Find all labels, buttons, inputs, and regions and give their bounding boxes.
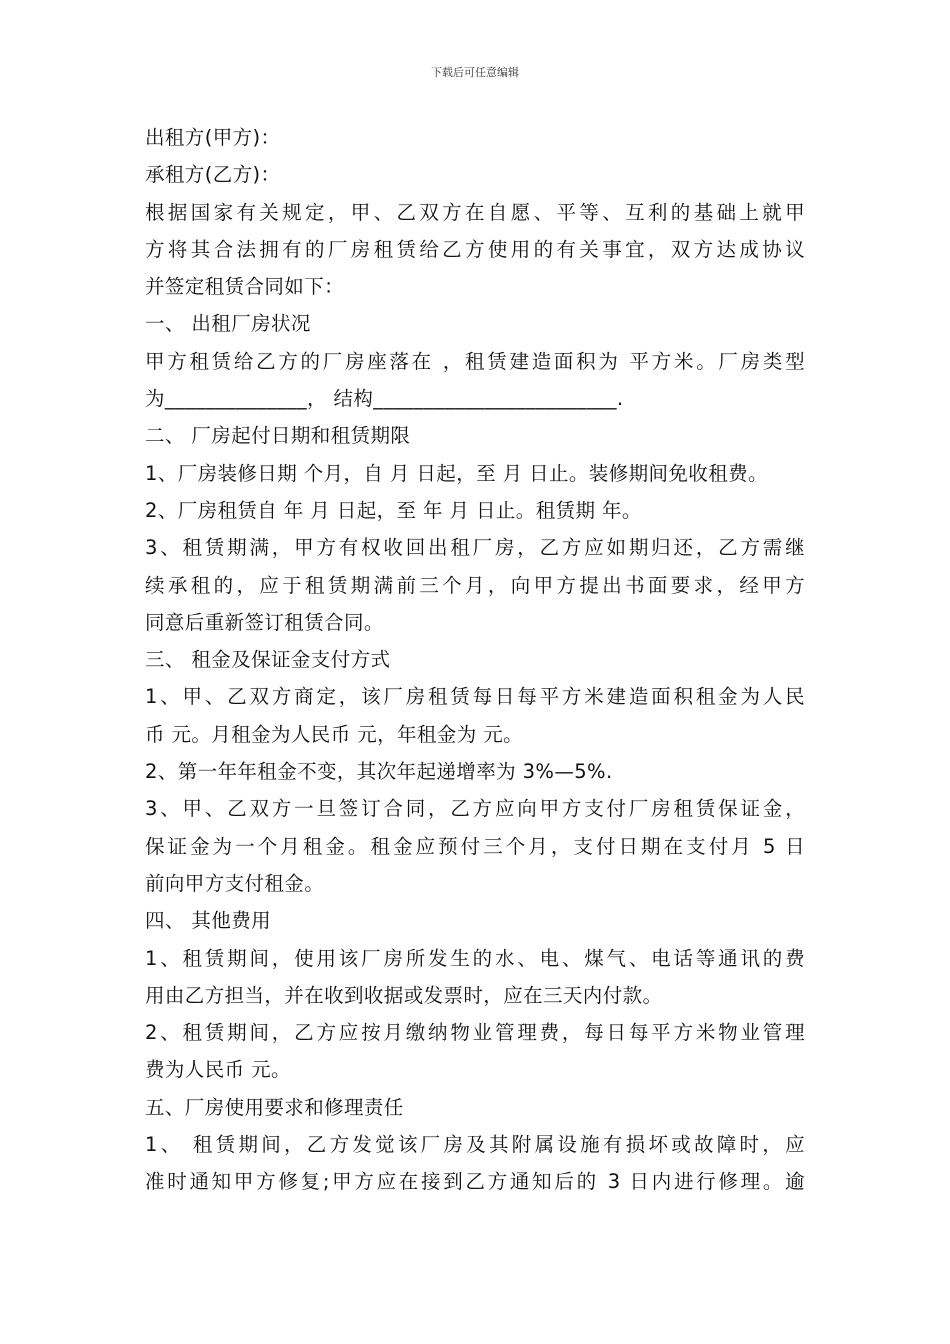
section-heading-2: 二、 厂房起付日期和租赁期限 <box>145 424 411 448</box>
paragraph-line: 费为人民币 元。 <box>145 1058 291 1082</box>
paragraph-line: 保证金为一个月租金。租金应预付三个月，支付日期在支付月 5 日 <box>145 834 805 858</box>
paragraph-line: 2、第一年年租金不变，其次年起递增率为 3%—5%. <box>145 760 613 784</box>
paragraph-line: 2、厂房租赁自 年 月 日起，至 年 月 日止。租赁期 年。 <box>145 498 642 522</box>
paragraph-line: 为______________， 结构________________________. <box>145 387 624 411</box>
paragraph-line: 甲方租赁给乙方的厂房座落在 ，租赁建造面积为 平方米。厂房类型 <box>145 349 805 373</box>
section-heading-5: 五、厂房使用要求和修理责任 <box>145 1095 404 1119</box>
paragraph-line: 1、厂房装修日期 个月，自 月 日起，至 月 日止。装修期间免收租费。 <box>145 461 768 485</box>
paragraph-line: 币 元。月租金为人民币 元，年租金为 元。 <box>145 722 523 746</box>
paragraph-line: 1、租赁期间，使用该厂房所发生的水、电、煤气、电话等通讯的费 <box>145 946 805 970</box>
lessee-line: 承租方(乙方)： <box>145 163 281 187</box>
paragraph-line: 同意后重新签订租赁合同。 <box>145 610 384 634</box>
paragraph-line: 根据国家有关规定，甲、乙双方在自愿、平等、互利的基础上就甲 <box>145 200 805 224</box>
section-heading-1: 一、 出租厂房状况 <box>145 312 311 336</box>
section-heading-4: 四、 其他费用 <box>145 909 271 933</box>
contract-body <box>145 119 825 1201</box>
paragraph-line: 续承租的，应于租赁期满前三个月，向甲方提出书面要求，经甲方 <box>145 573 805 597</box>
paragraph-line: 前向甲方支付租金。 <box>145 871 325 895</box>
paragraph-line: 3、甲、乙双方一旦签订合同，乙方应向甲方支付厂房租赁保证金， <box>145 797 805 821</box>
paragraph-line: 1、 租赁期间，乙方发觉该厂房及其附属设施有损坏或故障时，应 <box>145 1133 805 1157</box>
lessor-line: 出租方(甲方)： <box>145 126 281 149</box>
paragraph-line: 准时通知甲方修复;甲方应在接到乙方通知后的 3 日内进行修理。逾 <box>145 1170 805 1194</box>
paragraph-line: 1、甲、乙双方商定，该厂房租赁每日每平方米建造面积租金为人民 <box>145 685 805 709</box>
page-header: 下载后可任意编辑 <box>431 66 519 79</box>
paragraph-line: 用由乙方担当，并在收到收据或发票时，应在三天内付款。 <box>145 983 663 1007</box>
paragraph-line: 3、租赁期满，甲方有权收回出租厂房，乙方应如期归还，乙方需继 <box>145 536 805 560</box>
paragraph-line: 方将其合法拥有的厂房租赁给乙方使用的有关事宜，双方达成协议 <box>145 237 805 261</box>
paragraph-line: 并签定租赁合同如下： <box>145 275 345 299</box>
section-heading-3: 三、 租金及保证金支付方式 <box>145 648 391 672</box>
paragraph-line: 2、租赁期间，乙方应按月缴纳物业管理费，每日每平方米物业管理 <box>145 1021 805 1045</box>
